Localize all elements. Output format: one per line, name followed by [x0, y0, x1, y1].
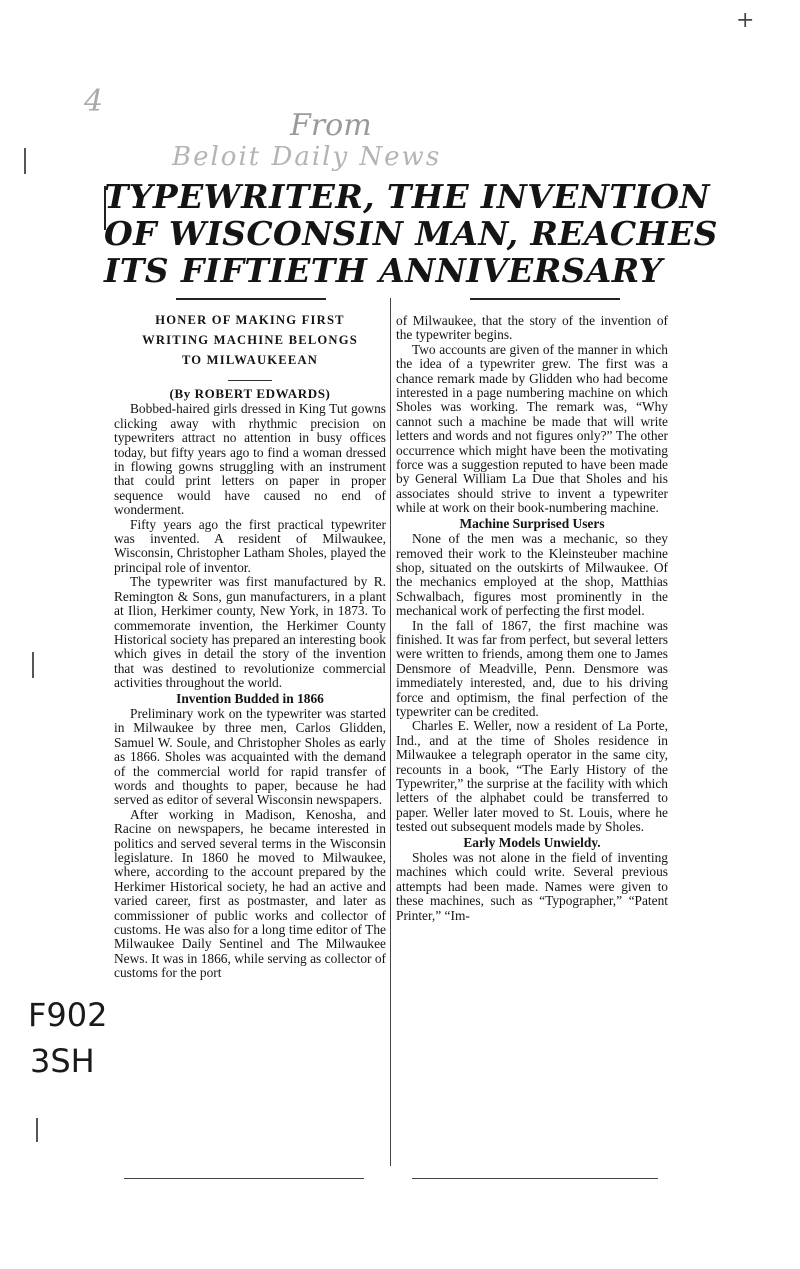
margin-mark [32, 652, 34, 678]
handwritten-number: 4 [84, 84, 104, 119]
article-subhead [114, 310, 386, 370]
headline-rule-right [470, 298, 620, 300]
paragraph: Bobbed-haired girls dressed in King Tut gowns clicking away with rhythmic precision on typewriters attract no attention in busy offices today, but fifty years ago to find a woman dressed in flowing gowns struggling with an instrument that could print letters on paper in proper sequence would have caused no end of wonderment. [114, 401, 386, 518]
filing-code-secondary: 3SH [30, 1042, 95, 1080]
article-column-2 [396, 314, 668, 923]
paragraph: Charles E. Weller, now a resident of La Porte, Ind., and at the time of Sholes residence in Milwaukee a telegraph operator in the same city, recounts in a book, “The Early History of the Typewriter,” the surprise at the facility with which letters of the alphabet could be transferred to paper. Weller later moved to St. Louis, where he tested out subsequent models made by Sholes. [396, 718, 668, 835]
column-end-rule [124, 1178, 364, 1179]
headline-line: TYPEWRITER, THE INVENTION [104, 177, 710, 216]
subhead-line: TO MILWAUKEEAN [181, 353, 319, 367]
paragraph: Two accounts are given of the manner in which the idea of a typewriter grew. The first was a chance remark made by Glidden who had become interested in a page numbering machine on which Sholes was working. The remark was, “Why cannot such a machine be made that will write letters and words and not figures only?” The other occurrence which might have been the motivating force was a suggestion reputed to have been made by General William La Due that Sholes and his associates should strive to invent a typewriter while at work on their book-numbering machine. [396, 341, 668, 516]
headline-line: OF WISCONSIN MAN, REACHES [104, 214, 718, 253]
section-heading: Machine Surprised Users [459, 515, 605, 531]
handwritten-source-paper: Beloit Daily News [172, 142, 442, 172]
filing-code-primary: F902 [28, 996, 108, 1034]
paragraph: After working in Madison, Kenosha, and Racine on newspapers, he became interested in politics and served several terms in the Wisconsin legislature. In 1860 he moved to Milwaukee, where, according to the account prepared by the Herkimer Historical society, he had an active and varied career, first as postmaster, and later as commissioner of public works and collector of customs. He was also for a long time editor of The Milwaukee Daily Sentinel and The Milwaukee News. It was in 1866, while serving as collector of customs for the port [114, 806, 386, 981]
article-byline: (By ROBERT EDWARDS) [169, 386, 331, 401]
headline-rule-left [176, 298, 326, 300]
section-heading: Early Models Unwieldy. [463, 834, 601, 850]
article-headline [104, 177, 718, 290]
section-heading: Invention Budded in 1866 [176, 690, 324, 706]
subhead-line: WRITING MACHINE BELONGS [142, 333, 358, 347]
article-column-1 [114, 310, 386, 981]
corner-mark: + [736, 8, 755, 33]
paragraph: Preliminary work on the typewriter was started in Milwaukee by three men, Carlos Glidden, Samuel W. Soule, and Christopher Sholes as early as 1866. Sholes was acquainted with the demand of the commercial world for rapid transfer of words and thoughts to paper, because he had served as editor of several Wisconsin newspapers. [114, 705, 386, 808]
margin-mark [36, 1118, 38, 1142]
column-end-rule [412, 1178, 658, 1179]
headline-line: ITS FIFTIETH ANNIVERSARY [104, 251, 663, 290]
handwritten-source-from: From [290, 108, 372, 143]
paragraph: In the fall of 1867, the first machine was finished. It was far from perfect, but several letters were written to friends, among them one to James Densmore of Meadville, Penn. Densmore was immediately interested, and, due to his driving force and optimism, the final perfection of the typewriter can be credited. [396, 617, 668, 719]
paragraph: None of the men was a mechanic, so they removed their work to the Kleinsteuber machine shop, situated on the outskirts of Milwaukee. Of the mechanics employed at the shop, Matthias Schwalbach, figures most prominently in the mechanical work of perfecting the first model. [396, 531, 668, 619]
paragraph: Fifty years ago the first practical typewriter was invented. A resident of Milwaukee, Wisconsin, Christopher Latham Sholes, played the principal role of inventor. [114, 516, 386, 575]
column-divider [390, 298, 391, 1166]
paragraph: The typewriter was first manufactured by R. Remington & Sons, gun manufacturers, in a plant at Ilion, Herkimer county, New York, in 1873. To commemorate invention, the Herkimer County Historical society has prepared an interesting book which gives in detail the story of the invention that was destined to revolutionize commercial activities throughout the world. [114, 574, 386, 691]
margin-mark [24, 148, 26, 174]
subhead-line: HONER OF MAKING FIRST [155, 313, 345, 327]
paragraph: Sholes was not alone in the field of inventing machines which could write. Several previous attempts had been made. Names were given to these machines, such as “Typographer,” “Patent Printer,” “Im- [396, 850, 668, 923]
paragraph: of Milwaukee, that the story of the invention of the typewriter begins. [396, 313, 668, 343]
byline-rule [228, 380, 272, 381]
